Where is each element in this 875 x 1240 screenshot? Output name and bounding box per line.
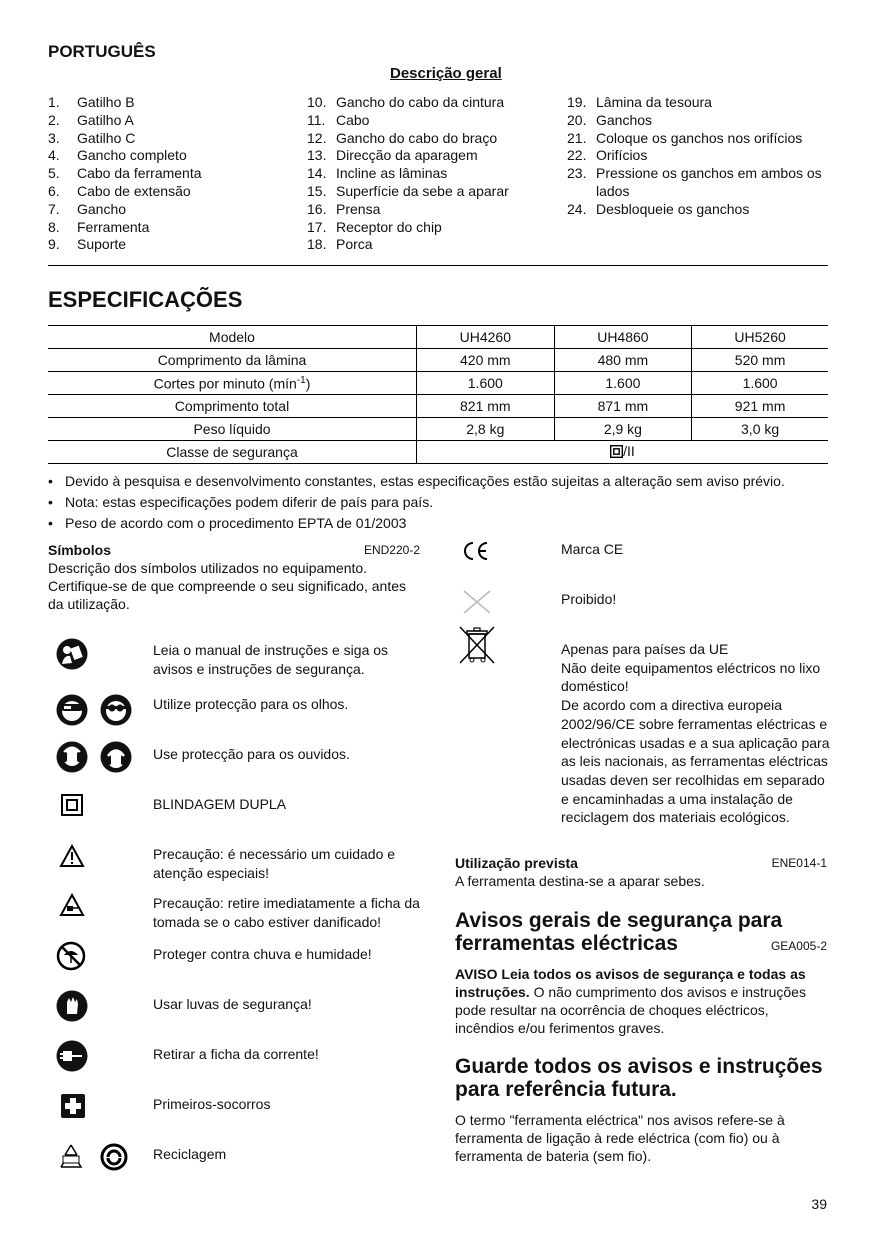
section-divider xyxy=(48,265,828,266)
double-insulation-icon xyxy=(610,445,623,461)
table-cell: 480 mm xyxy=(554,349,692,372)
intended-use-title: Utilização prevista xyxy=(455,855,578,871)
list-item xyxy=(567,94,829,112)
weee-text: Apenas para países da UE Não deite equipamentos eléctricos no lixo doméstico! De acordo com a directiva europeia 2002/96/CE sobre ferramentas eléctricas e electrónicas usadas e a sua aplicação para as leis nacionais, as ferramentas eléctricas usadas deven ser recolhidas em separado e encaminhadas a uma instalação de reciclagem dos materiais ecológicos. xyxy=(561,641,830,826)
list-item xyxy=(307,219,562,237)
item-number: 8. xyxy=(48,218,60,235)
table-cell: 3,0 kg xyxy=(692,418,828,441)
list-item xyxy=(307,147,562,165)
symbols-section-header xyxy=(48,541,420,613)
table-cell: Comprimento da lâmina xyxy=(48,349,417,372)
item-number: 21. xyxy=(567,129,587,146)
item-number: 10. xyxy=(307,94,327,110)
title-line: Avisos gerais de segurança para xyxy=(455,909,783,932)
symbol-description: Leia o manual de instruções e siga os avisos e instruções de segurança. xyxy=(153,642,389,677)
symbol-description: Proteger contra chuva e humidade! xyxy=(153,946,372,962)
list-item xyxy=(48,201,298,219)
ear-protection-icon xyxy=(56,741,88,778)
item-label: Gatilho C xyxy=(77,129,136,146)
page-number: 39 xyxy=(811,1196,827,1212)
language-heading: PORTUGUÊS xyxy=(48,42,156,61)
list-item xyxy=(307,130,562,148)
ce-mark-text: Marca CE xyxy=(561,541,624,557)
symbol-description: Reciclagem xyxy=(153,1146,227,1162)
specifications-title: ESPECIFICAÇÕES xyxy=(48,287,243,312)
table-cell: 1.600 xyxy=(554,372,692,395)
list-item xyxy=(48,130,298,148)
note-text: Devido à pesquisa e desenvolvimento constantes, estas especificações estão sujeitas a alteração sem aviso prévio. xyxy=(65,473,785,489)
item-number: 15. xyxy=(307,182,327,199)
table-cell: 1.600 xyxy=(417,372,555,395)
safety-class-value: /II xyxy=(623,443,635,459)
general-warnings-code: GEA005-2 xyxy=(770,939,827,953)
unplug-warning-icon xyxy=(59,893,85,922)
unplug-icon xyxy=(56,1040,88,1077)
item-label: Orifícios xyxy=(596,147,648,164)
list-item xyxy=(48,165,298,183)
note-text: Nota: estas especificações podem diferir de país para país. xyxy=(65,494,434,510)
table-cell: Comprimento total xyxy=(48,395,417,418)
symbols-intro: Descrição dos símbolos utilizados no equipamento. Certifique-se de que compreende o seu significado, antes da utilização. xyxy=(48,560,406,612)
table-row xyxy=(48,372,828,395)
list-item xyxy=(48,236,298,254)
first-aid-icon xyxy=(61,1094,85,1123)
item-label: Ganchos xyxy=(596,111,653,128)
item-number: 11. xyxy=(307,111,326,128)
item-number: 16. xyxy=(307,200,327,217)
list-item xyxy=(48,219,298,237)
symbols-code: END220-2 xyxy=(363,543,420,557)
intended-use-code: ENE014-1 xyxy=(771,856,827,870)
list-item xyxy=(567,147,829,165)
item-number: 17. xyxy=(307,218,327,235)
item-label: Cabo xyxy=(336,111,370,128)
read-manual-icon xyxy=(56,638,88,675)
specifications-table xyxy=(48,325,828,464)
title-line: ferramentas eléctricas xyxy=(455,932,678,955)
item-label: Lâmina da tesoura xyxy=(596,94,712,110)
list-item xyxy=(48,112,298,130)
list-item xyxy=(307,236,562,254)
item-label: Gancho completo xyxy=(77,147,187,164)
recycling-icon xyxy=(55,1142,87,1177)
item-number: 23. xyxy=(567,165,587,182)
general-warnings-title xyxy=(455,909,827,958)
item-label: Gancho xyxy=(77,200,127,217)
general-description-title: Descrição geral xyxy=(390,65,502,82)
table-row xyxy=(48,395,828,418)
symbol-description: Use protecção para os ouvidos. xyxy=(153,746,350,762)
item-number: 19. xyxy=(567,94,587,110)
parts-list-col-3 xyxy=(567,94,829,219)
table-row xyxy=(48,418,828,441)
warning-text: O não cumprimento dos avisos e instruções pode resultar na ocorrência de choques eléctricos, incêndios e/ou ferimentos graves. xyxy=(455,984,806,1036)
table-row xyxy=(48,326,828,349)
item-number: 12. xyxy=(307,129,327,146)
list-item xyxy=(48,94,298,112)
item-label: Ferramenta xyxy=(77,218,150,235)
table-row xyxy=(48,441,828,464)
safety-gloves-icon xyxy=(56,990,88,1027)
item-label: Receptor do chip xyxy=(336,218,442,235)
double-insulation-icon xyxy=(61,794,83,821)
table-cell: Classe de segurança xyxy=(48,441,417,464)
item-label: Direcção da aparagem xyxy=(336,147,478,164)
item-number: 1. xyxy=(48,94,60,110)
table-cell: 1.600 xyxy=(692,372,828,395)
list-item xyxy=(48,147,298,165)
list-item: • Devido à pesquisa e desenvolvimento constantes, estas especificações estão sujeitas a alteração sem aviso prévio. xyxy=(48,471,785,492)
item-number: 6. xyxy=(48,182,60,199)
item-number: 13. xyxy=(307,147,327,164)
list-item: • Peso de acordo com o procedimento EPTA de 01/2003 xyxy=(48,513,785,534)
item-number: 24. xyxy=(567,200,587,217)
item-label: Incline as lâminas xyxy=(336,165,448,182)
symbol-description: Utilize protecção para os olhos. xyxy=(153,696,349,712)
list-item xyxy=(307,94,562,112)
keep-warnings-text: O termo "ferramenta eléctrica" nos avisos refere-se à ferramenta de ligação à rede eléctrica (com fio) ou à ferramenta de bateria (sem fio). xyxy=(455,1112,785,1164)
parts-list-col-1 xyxy=(48,94,298,254)
warning-lead: AVISO Leia todos os avisos de segurança e todas as instruções. xyxy=(455,966,806,1000)
prohibited-icon xyxy=(462,589,492,620)
green-dot-recycling-icon xyxy=(98,1140,130,1177)
item-label: Prensa xyxy=(336,200,381,217)
symbol-description: Primeiros-socorros xyxy=(153,1096,271,1112)
eye-protection-icon xyxy=(56,694,88,731)
prohibited-text: Proibido! xyxy=(561,591,617,607)
table-cell: 871 mm xyxy=(554,395,692,418)
list-item xyxy=(48,183,298,201)
item-number: 7. xyxy=(48,200,60,217)
item-number: 5. xyxy=(48,165,60,182)
list-item xyxy=(307,112,562,130)
item-label: Coloque os ganchos nos orifícios xyxy=(596,129,803,146)
item-number: 18. xyxy=(307,236,327,253)
table-cell: UH4860 xyxy=(554,326,692,349)
item-label: Superfície da sebe a aparar xyxy=(336,182,509,199)
intended-use-text: A ferramenta destina-se a aparar sebes. xyxy=(455,873,705,889)
item-number: 14. xyxy=(307,165,327,182)
general-warnings-body xyxy=(455,965,827,1037)
table-cell: 420 mm xyxy=(417,349,555,372)
list-item xyxy=(307,183,562,201)
intended-use-section xyxy=(455,854,827,890)
table-cell: 821 mm xyxy=(417,395,555,418)
keep-warnings-title: Guarde todos os avisos e instruções para referência futura. xyxy=(455,1055,823,1101)
item-number: 22. xyxy=(567,147,587,164)
symbol-description: Precaução: é necessário um cuidado e atenção especiais! xyxy=(153,846,396,881)
symbol-description: Precaução: retire imediatamente a ficha da tomada se o cabo estiver danificado! xyxy=(153,895,420,930)
item-label: Suporte xyxy=(77,236,127,253)
list-item xyxy=(307,201,562,219)
list-item xyxy=(307,165,562,183)
table-cell: Cortes por minuto (mín$^{-1}$) xyxy=(48,372,417,395)
note-text: Peso de acordo com o procedimento EPTA de 01/2003 xyxy=(65,515,407,531)
item-label: Gatilho B xyxy=(77,94,135,110)
item-number: 20. xyxy=(567,111,587,128)
earmuffs-icon xyxy=(100,741,132,778)
symbol-description: Usar luvas de segurança! xyxy=(153,996,312,1012)
table-cell: Modelo xyxy=(48,326,417,349)
table-cell: 2,8 kg xyxy=(417,418,555,441)
item-label: Gatilho A xyxy=(77,111,134,128)
item-label: Cabo de extensão xyxy=(77,182,191,199)
list-item xyxy=(567,165,829,201)
list-item: • Nota: estas especificações podem diferir de país para país. xyxy=(48,492,785,513)
symbol-description: Retirar a ficha da corrente! xyxy=(153,1046,319,1062)
item-number: 4. xyxy=(48,147,60,164)
symbols-title: Símbolos xyxy=(48,542,112,558)
table-cell: 2,9 kg xyxy=(554,418,692,441)
table-cell: UH5260 xyxy=(692,326,828,349)
weee-bin-icon xyxy=(457,624,497,671)
item-label: Cabo da ferramenta xyxy=(77,165,202,182)
symbol-description: BLINDAGEM DUPLA xyxy=(153,796,287,812)
item-label: Gancho do cabo da cintura xyxy=(336,94,505,110)
table-row xyxy=(48,349,828,372)
table-cell: UH4260 xyxy=(417,326,555,349)
list-item xyxy=(567,201,829,219)
item-number: 3. xyxy=(48,129,60,146)
ce-mark-icon xyxy=(462,540,490,567)
table-cell: 520 mm xyxy=(692,349,828,372)
spec-notes xyxy=(48,471,785,534)
list-item xyxy=(567,112,829,130)
item-number: 9. xyxy=(48,236,60,253)
table-cell: 921 mm xyxy=(692,395,828,418)
item-number: 2. xyxy=(48,111,60,128)
warning-triangle-icon xyxy=(59,844,85,873)
item-label: Porca xyxy=(336,236,373,253)
list-item xyxy=(567,130,829,148)
item-label: Pressione os ganchos em ambos os lados xyxy=(596,165,822,199)
item-label: Gancho do cabo do braço xyxy=(336,129,498,146)
table-cell: Peso líquido xyxy=(48,418,417,441)
protect-from-rain-icon xyxy=(56,941,86,976)
goggles-icon xyxy=(100,694,132,731)
table-cell xyxy=(417,441,829,464)
parts-list-col-2 xyxy=(307,94,562,254)
item-label: Desbloqueie os ganchos xyxy=(596,200,750,217)
